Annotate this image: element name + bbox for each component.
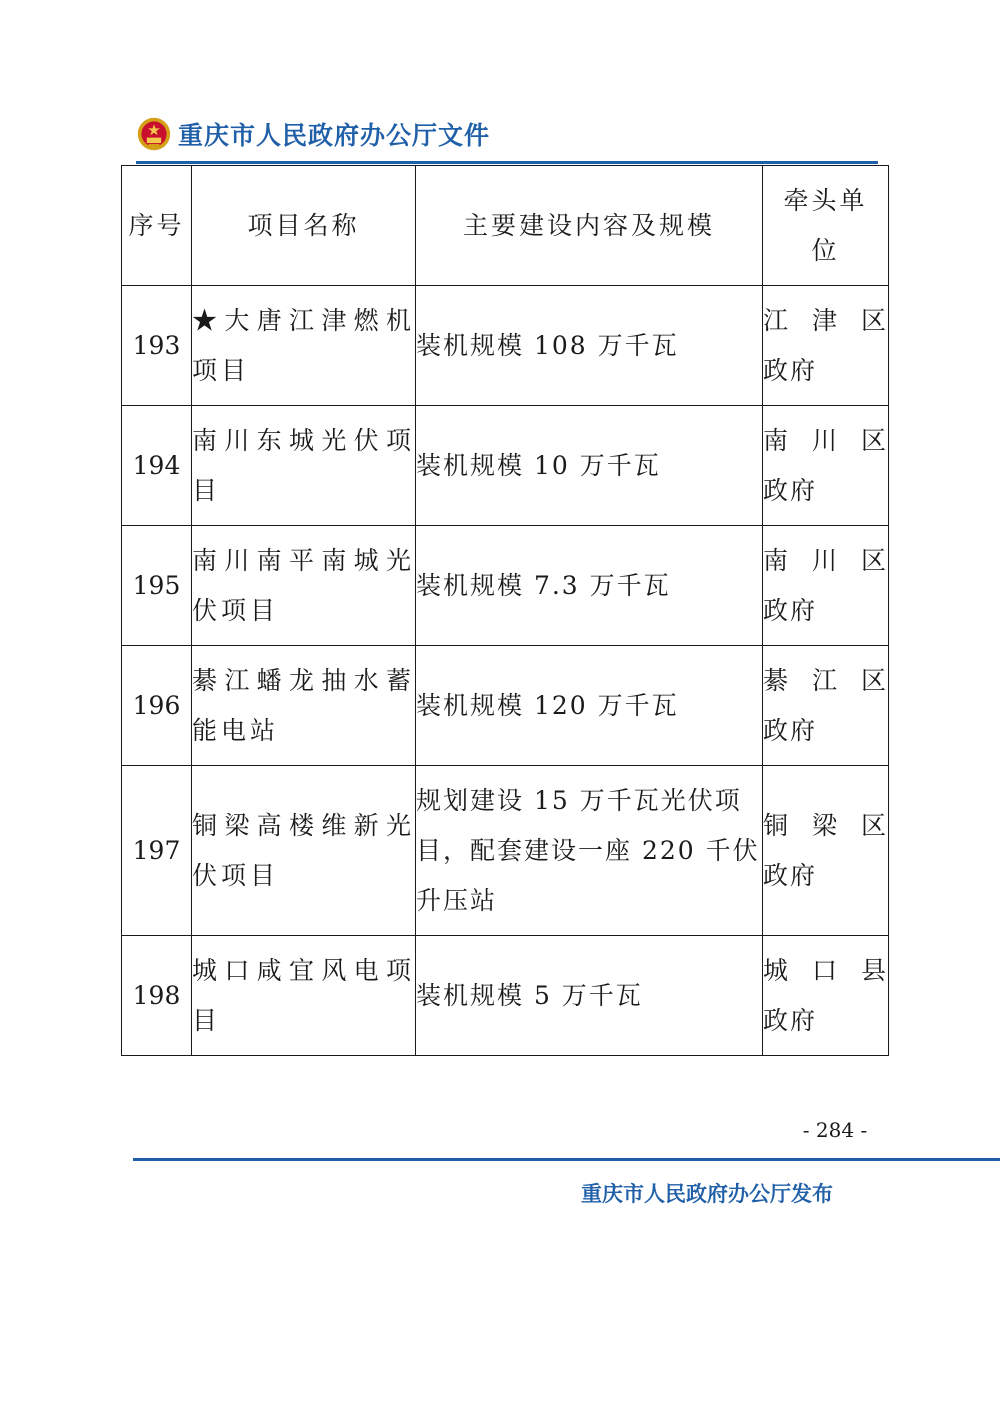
footer-publisher: 重庆市人民政府办公厅发布 <box>581 1182 833 1206</box>
table-row <box>122 646 889 766</box>
project-name: 城口咸宜风电项目 <box>192 936 416 1056</box>
row-number: 198 <box>122 936 192 1056</box>
row-number: 194 <box>122 406 192 526</box>
header-title: 重庆市人民政府办公厅文件 <box>178 121 491 150</box>
project-name: 綦江蟠龙抽水蓄能电站 <box>192 646 416 766</box>
row-number: 196 <box>122 646 192 766</box>
row-number: 195 <box>122 526 192 646</box>
column-header-no: 序号 <box>122 166 192 286</box>
document-header <box>136 112 490 156</box>
national-emblem-icon <box>136 116 172 152</box>
table-row <box>122 766 889 936</box>
project-content: 装机规模 108 万千瓦 <box>416 286 763 406</box>
project-table <box>121 165 889 1056</box>
row-number: 197 <box>122 766 192 936</box>
project-content: 装机规模 120 万千瓦 <box>416 646 763 766</box>
lead-unit: 南 川 区 政府 <box>763 406 889 526</box>
table-row <box>122 286 889 406</box>
lead-unit: 城 口 县 政府 <box>763 936 889 1056</box>
lead-unit: 南 川 区 政府 <box>763 526 889 646</box>
project-name: 南川南平南城光伏项目 <box>192 526 416 646</box>
row-number: 193 <box>122 286 192 406</box>
column-header-content: 主要建设内容及规模 <box>416 166 763 286</box>
lead-unit: 綦 江 区 政府 <box>763 646 889 766</box>
project-name: 南川东城光伏项目 <box>192 406 416 526</box>
project-name: 铜梁高楼维新光伏项目 <box>192 766 416 936</box>
table-row <box>122 526 889 646</box>
project-name: ★大唐江津燃机项目 <box>192 286 416 406</box>
column-header-unit: 牵头单 位 <box>763 166 889 286</box>
project-content: 规划建设 15 万千瓦光伏项目，配套建设一座 220 千伏升压站 <box>416 766 763 936</box>
table-row <box>122 936 889 1056</box>
lead-unit: 江 津 区 政府 <box>763 286 889 406</box>
table-header-row <box>122 166 889 286</box>
header-divider <box>136 161 878 164</box>
footer-divider <box>133 1158 1000 1161</box>
page-number: - 284 - <box>802 1118 868 1142</box>
project-content: 装机规模 7.3 万千瓦 <box>416 526 763 646</box>
table-row <box>122 406 889 526</box>
project-content: 装机规模 10 万千瓦 <box>416 406 763 526</box>
project-content: 装机规模 5 万千瓦 <box>416 936 763 1056</box>
lead-unit: 铜 梁 区 政府 <box>763 766 889 936</box>
column-header-name: 项目名称 <box>192 166 416 286</box>
